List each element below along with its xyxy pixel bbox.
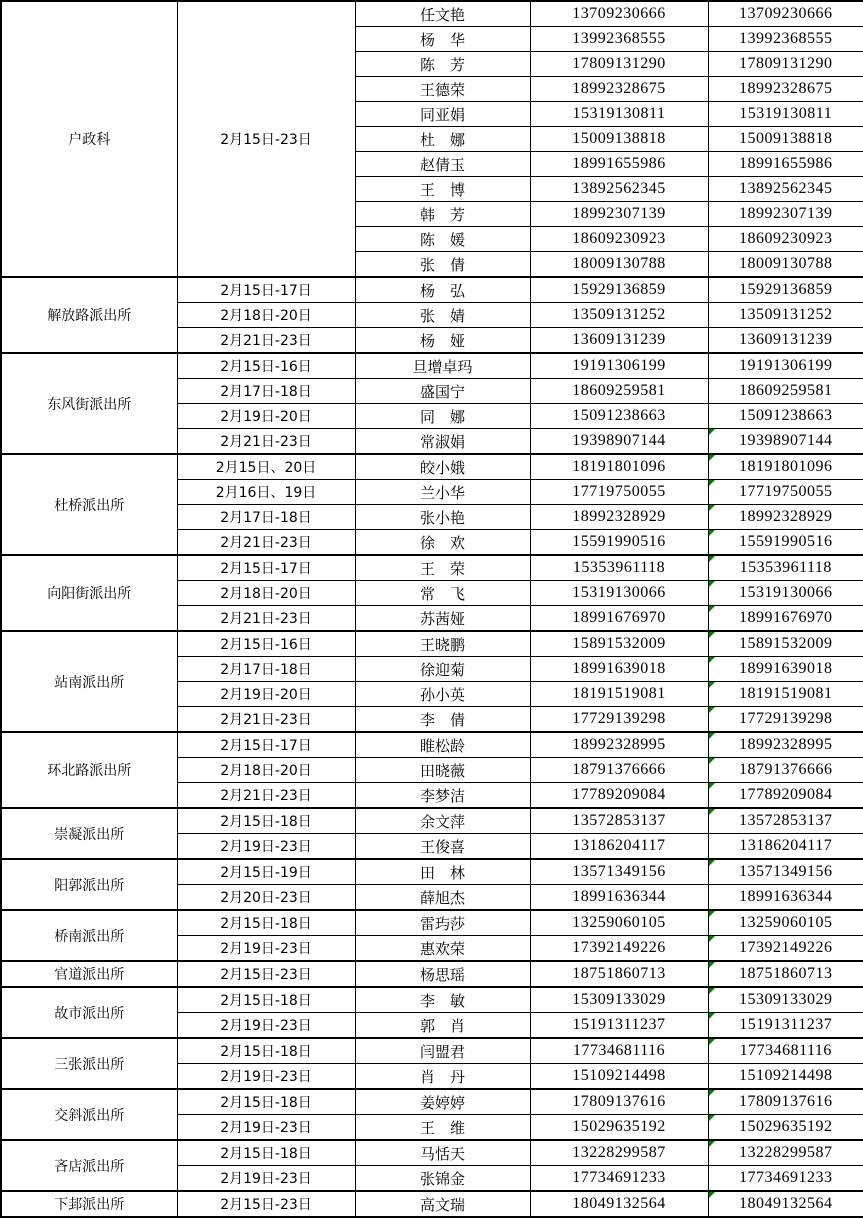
date-cell[interactable]: 2月21日-23日 [177, 530, 355, 556]
name-cell[interactable]: 常 飞 [355, 581, 530, 606]
station-cell[interactable]: 向阳街派出所 [1, 555, 177, 631]
table-row [1, 808, 863, 834]
phone-cell[interactable]: 17809131290 [530, 52, 708, 77]
phone-cell[interactable]: 15319130811 [530, 102, 708, 127]
number-stored-as-text-indicator-icon [709, 1141, 715, 1147]
phone2-cell[interactable]: 18992328995 [708, 732, 863, 758]
phone2-cell[interactable]: 13609131239 [708, 328, 863, 354]
name-cell[interactable]: 雷玙莎 [355, 910, 530, 936]
phone-cell[interactable]: 15309133029 [530, 987, 708, 1013]
number-stored-as-text-indicator-icon [709, 809, 715, 815]
number-stored-as-text-indicator-icon [709, 911, 715, 917]
phone-cell[interactable]: 15891532009 [530, 631, 708, 657]
phone2-cell[interactable]: 17392149226 [708, 936, 863, 962]
date-cell[interactable]: 2月17日-18日 [177, 657, 355, 682]
number-stored-as-text-indicator-icon [709, 1039, 715, 1045]
phone-cell[interactable]: 18191801096 [530, 454, 708, 480]
name-cell[interactable]: 王 博 [355, 177, 530, 202]
date-cell[interactable]: 2月21日-23日 [177, 783, 355, 809]
phone2-cell[interactable]: 15009138818 [708, 127, 863, 152]
phone2-cell[interactable]: 19191306199 [708, 353, 863, 379]
station-cell[interactable]: 官道派出所 [1, 961, 177, 987]
date-cell[interactable]: 2月15日-18日 [177, 1140, 355, 1166]
phone-cell[interactable]: 18991636344 [530, 885, 708, 911]
phone-cell[interactable]: 18992307139 [530, 202, 708, 227]
station-cell[interactable]: 东风街派出所 [1, 353, 177, 454]
phone-cell[interactable]: 18791376666 [530, 758, 708, 783]
name-cell[interactable]: 薛旭杰 [355, 885, 530, 911]
number-stored-as-text-indicator-icon [709, 606, 715, 612]
number-stored-as-text-indicator-icon [709, 758, 715, 764]
phone-cell[interactable]: 15091238663 [530, 404, 708, 429]
date-cell[interactable]: 2月17日-18日 [177, 505, 355, 530]
name-cell[interactable]: 陈 芳 [355, 52, 530, 77]
name-cell[interactable]: 任文艳 [355, 1, 530, 27]
phone2-cell[interactable]: 13992368555 [708, 27, 863, 52]
number-stored-as-text-indicator-icon [709, 707, 715, 713]
phone2-cell[interactable]: 15191311237 [708, 1013, 863, 1039]
date-cell[interactable]: 2月15日-16日 [177, 631, 355, 657]
phone-cell[interactable]: 13228299587 [530, 1140, 708, 1166]
name-cell[interactable]: 苏茜娅 [355, 606, 530, 632]
name-cell[interactable]: 张 婧 [355, 303, 530, 328]
date-cell[interactable]: 2月19日-23日 [177, 834, 355, 860]
name-cell[interactable]: 张 倩 [355, 252, 530, 278]
phone-cell[interactable]: 13572853137 [530, 808, 708, 834]
phone2-cell[interactable]: 13892562345 [708, 177, 863, 202]
date-cell[interactable]: 2月15日-17日 [177, 732, 355, 758]
number-stored-as-text-indicator-icon [709, 530, 715, 536]
phone2-cell[interactable]: 13709230666 [708, 1, 863, 27]
phone2-cell[interactable]: 17809131290 [708, 52, 863, 77]
date-cell[interactable]: 2月21日-23日 [177, 707, 355, 733]
date-cell[interactable]: 2月19日-20日 [177, 404, 355, 429]
date-cell[interactable]: 2月18日-20日 [177, 581, 355, 606]
phone2-cell[interactable]: 17719750055 [708, 480, 863, 505]
date-cell[interactable]: 2月15日-18日 [177, 987, 355, 1013]
phone-cell[interactable]: 15029635192 [530, 1115, 708, 1141]
phone-cell[interactable]: 17734681116 [530, 1038, 708, 1064]
phone2-cell[interactable]: 18791376666 [708, 758, 863, 783]
phone2-cell[interactable]: 13259060105 [708, 910, 863, 936]
phone-cell[interactable]: 17729139298 [530, 707, 708, 733]
station-cell[interactable]: 交斜派出所 [1, 1089, 177, 1140]
phone2-cell[interactable]: 13186204117 [708, 834, 863, 860]
date-cell[interactable]: 2月18日-20日 [177, 303, 355, 328]
phone-cell[interactable]: 15009138818 [530, 127, 708, 152]
date-cell[interactable]: 2月21日-23日 [177, 328, 355, 354]
station-cell[interactable]: 杜桥派出所 [1, 454, 177, 555]
number-stored-as-text-indicator-icon [709, 682, 715, 688]
phone-cell[interactable]: 15929136859 [530, 277, 708, 303]
name-cell[interactable]: 张小艳 [355, 505, 530, 530]
date-cell[interactable]: 2月15日-16日 [177, 353, 355, 379]
phone-cell[interactable]: 18751860713 [530, 961, 708, 987]
phone2-cell[interactable]: 13509131252 [708, 303, 863, 328]
phone2-cell[interactable]: 18991639018 [708, 657, 863, 682]
date-cell[interactable]: 2月21日-23日 [177, 606, 355, 632]
name-cell[interactable]: 马恬天 [355, 1140, 530, 1166]
name-cell[interactable]: 闫盟君 [355, 1038, 530, 1064]
name-cell[interactable]: 陈 媛 [355, 227, 530, 252]
number-stored-as-text-indicator-icon [709, 733, 715, 739]
date-cell[interactable]: 2月15日-18日 [177, 808, 355, 834]
phone2-cell[interactable]: 15309133029 [708, 987, 863, 1013]
date-cell[interactable]: 2月15日-18日 [177, 910, 355, 936]
phone2-cell[interactable]: 17734691233 [708, 1166, 863, 1192]
name-cell[interactable]: 王德荣 [355, 77, 530, 102]
phone2-cell[interactable]: 13228299587 [708, 1140, 863, 1166]
name-cell[interactable]: 皎小娥 [355, 454, 530, 480]
number-stored-as-text-indicator-icon [709, 1192, 715, 1198]
phone-cell[interactable]: 17392149226 [530, 936, 708, 962]
phone2-cell[interactable]: 15109214498 [708, 1064, 863, 1090]
phone2-cell[interactable]: 15891532009 [708, 631, 863, 657]
name-cell[interactable]: 王晓鹏 [355, 631, 530, 657]
phone-cell[interactable]: 15353961118 [530, 555, 708, 581]
name-cell[interactable]: 杨 娅 [355, 328, 530, 354]
station-cell[interactable]: 桥南派出所 [1, 910, 177, 961]
phone-cell[interactable]: 18992328995 [530, 732, 708, 758]
name-cell[interactable]: 李 敏 [355, 987, 530, 1013]
number-stored-as-text-indicator-icon [709, 480, 715, 486]
phone-cell[interactable]: 18049132564 [530, 1191, 708, 1217]
number-stored-as-text-indicator-icon [709, 455, 715, 461]
table-row [1, 732, 863, 758]
phone2-cell[interactable]: 18191801096 [708, 454, 863, 480]
number-stored-as-text-indicator-icon [709, 581, 715, 587]
phone-cell[interactable]: 18009130788 [530, 252, 708, 278]
phone-cell[interactable]: 18991639018 [530, 657, 708, 682]
phone-cell[interactable]: 15319130066 [530, 581, 708, 606]
name-cell[interactable]: 高文瑞 [355, 1191, 530, 1217]
phone2-cell[interactable]: 18992328929 [708, 505, 863, 530]
name-cell[interactable]: 李梦洁 [355, 783, 530, 809]
table-row [1, 1089, 863, 1115]
phone2-cell[interactable]: 18609230923 [708, 227, 863, 252]
station-cell[interactable]: 解放路派出所 [1, 277, 177, 353]
table-row [1, 1, 863, 27]
date-cell[interactable]: 2月15日-19日 [177, 859, 355, 885]
phone-cell[interactable]: 18991676970 [530, 606, 708, 632]
name-cell[interactable]: 田 林 [355, 859, 530, 885]
phone-cell[interactable]: 18609259581 [530, 379, 708, 404]
name-cell[interactable]: 同 娜 [355, 404, 530, 429]
station-cell[interactable]: 户政科 [1, 1, 177, 277]
phone2-cell[interactable]: 15353961118 [708, 555, 863, 581]
date-cell[interactable]: 2月19日-23日 [177, 1013, 355, 1039]
phone-cell[interactable]: 13709230666 [530, 1, 708, 27]
date-cell[interactable]: 2月19日-23日 [177, 1064, 355, 1090]
name-cell[interactable]: 兰小华 [355, 480, 530, 505]
phone2-cell[interactable]: 15319130811 [708, 102, 863, 127]
name-cell[interactable]: 韩 芳 [355, 202, 530, 227]
date-cell[interactable]: 2月18日-20日 [177, 758, 355, 783]
number-stored-as-text-indicator-icon [709, 860, 715, 866]
name-cell[interactable]: 同亚娟 [355, 102, 530, 127]
phone2-cell[interactable]: 15591990516 [708, 530, 863, 556]
date-cell[interactable]: 2月19日-20日 [177, 682, 355, 707]
phone-cell[interactable]: 13259060105 [530, 910, 708, 936]
phone-cell[interactable]: 19398907144 [530, 429, 708, 455]
name-cell[interactable]: 田晓薇 [355, 758, 530, 783]
name-cell[interactable]: 旦增卓玛 [355, 353, 530, 379]
table-row [1, 454, 863, 480]
phone-cell[interactable]: 13609131239 [530, 328, 708, 354]
station-cell[interactable]: 崇凝派出所 [1, 808, 177, 859]
phone2-cell[interactable]: 18992328675 [708, 77, 863, 102]
name-cell[interactable]: 赵倩玉 [355, 152, 530, 177]
phone2-cell[interactable]: 19398907144 [708, 429, 863, 455]
phone-cell[interactable]: 13571349156 [530, 859, 708, 885]
number-stored-as-text-indicator-icon [709, 936, 715, 942]
phone-cell[interactable]: 13892562345 [530, 177, 708, 202]
table-row [1, 353, 863, 379]
phone-cell[interactable]: 17734691233 [530, 1166, 708, 1192]
table-row [1, 910, 863, 936]
date-cell[interactable]: 2月19日-23日 [177, 936, 355, 962]
phone-cell[interactable]: 17789209084 [530, 783, 708, 809]
phone2-cell[interactable]: 18191519081 [708, 682, 863, 707]
phone-cell[interactable]: 18991655986 [530, 152, 708, 177]
duty-roster-body [1, 1, 863, 1217]
date-cell[interactable]: 2月15日-18日 [177, 1089, 355, 1115]
name-cell[interactable]: 盛国宁 [355, 379, 530, 404]
table-row [1, 1191, 863, 1217]
date-cell[interactable]: 2月17日-18日 [177, 379, 355, 404]
phone2-cell[interactable]: 17809137616 [708, 1089, 863, 1115]
table-row [1, 631, 863, 657]
table-row [1, 555, 863, 581]
number-stored-as-text-indicator-icon [709, 632, 715, 638]
name-cell[interactable]: 睢松龄 [355, 732, 530, 758]
phone-cell[interactable]: 13509131252 [530, 303, 708, 328]
phone2-cell[interactable]: 18992307139 [708, 202, 863, 227]
number-stored-as-text-indicator-icon [709, 1090, 715, 1096]
phone2-cell[interactable]: 18991655986 [708, 152, 863, 177]
date-cell[interactable]: 2月15日-17日 [177, 277, 355, 303]
name-cell[interactable]: 王 维 [355, 1115, 530, 1141]
station-cell[interactable]: 环北路派出所 [1, 732, 177, 808]
name-cell[interactable]: 王 荣 [355, 555, 530, 581]
station-cell[interactable]: 阳郭派出所 [1, 859, 177, 910]
date-cell[interactable]: 2月15日、20日 [177, 454, 355, 480]
station-cell[interactable]: 吝店派出所 [1, 1140, 177, 1191]
name-cell[interactable]: 杨 华 [355, 27, 530, 52]
number-stored-as-text-indicator-icon [709, 505, 715, 511]
number-stored-as-text-indicator-icon [709, 1115, 715, 1121]
phone2-cell[interactable]: 18009130788 [708, 252, 863, 278]
name-cell[interactable]: 余文萍 [355, 808, 530, 834]
phone2-cell[interactable]: 15929136859 [708, 277, 863, 303]
number-stored-as-text-indicator-icon [709, 657, 715, 663]
phone-cell[interactable]: 17719750055 [530, 480, 708, 505]
phone-cell[interactable]: 13186204117 [530, 834, 708, 860]
phone2-cell[interactable]: 13572853137 [708, 808, 863, 834]
phone-cell[interactable]: 15109214498 [530, 1064, 708, 1090]
phone2-cell[interactable]: 18049132564 [708, 1191, 863, 1217]
name-cell[interactable]: 孙小英 [355, 682, 530, 707]
name-cell[interactable]: 徐 欢 [355, 530, 530, 556]
name-cell[interactable]: 惠欢荣 [355, 936, 530, 962]
date-cell[interactable]: 2月15日-23日 [177, 1, 355, 277]
date-cell[interactable]: 2月20日-23日 [177, 885, 355, 911]
phone-cell[interactable]: 18191519081 [530, 682, 708, 707]
date-cell[interactable]: 2月15日-23日 [177, 1191, 355, 1217]
phone2-cell[interactable]: 18751860713 [708, 961, 863, 987]
phone2-cell[interactable]: 15091238663 [708, 404, 863, 429]
phone-cell[interactable]: 15191311237 [530, 1013, 708, 1039]
table-row [1, 277, 863, 303]
date-cell[interactable]: 2月15日-17日 [177, 555, 355, 581]
table-row [1, 987, 863, 1013]
date-cell[interactable]: 2月19日-23日 [177, 1115, 355, 1141]
date-cell[interactable]: 2月16日、19日 [177, 480, 355, 505]
number-stored-as-text-indicator-icon [709, 962, 715, 968]
table-row [1, 859, 863, 885]
name-cell[interactable]: 肖 丹 [355, 1064, 530, 1090]
number-stored-as-text-indicator-icon [709, 556, 715, 562]
number-stored-as-text-indicator-icon [709, 988, 715, 994]
name-cell[interactable]: 杨 弘 [355, 277, 530, 303]
name-cell[interactable]: 李 倩 [355, 707, 530, 733]
station-cell[interactable]: 三张派出所 [1, 1038, 177, 1089]
date-cell[interactable]: 2月15日-18日 [177, 1038, 355, 1064]
phone2-cell[interactable]: 17729139298 [708, 707, 863, 733]
number-stored-as-text-indicator-icon [709, 429, 715, 435]
phone-cell[interactable]: 18992328929 [530, 505, 708, 530]
phone2-cell[interactable]: 17789209084 [708, 783, 863, 809]
name-cell[interactable]: 张锦金 [355, 1166, 530, 1192]
phone-cell[interactable]: 13992368555 [530, 27, 708, 52]
table-row [1, 961, 863, 987]
date-cell[interactable]: 2月15日-23日 [177, 961, 355, 987]
phone-cell[interactable]: 19191306199 [530, 353, 708, 379]
table-row [1, 1038, 863, 1064]
phone2-cell[interactable]: 15029635192 [708, 1115, 863, 1141]
station-cell[interactable]: 下邽派出所 [1, 1191, 177, 1217]
phone2-cell[interactable]: 17734681116 [708, 1038, 863, 1064]
phone2-cell[interactable]: 15319130066 [708, 581, 863, 606]
phone2-cell[interactable]: 18991676970 [708, 606, 863, 632]
name-cell[interactable]: 郭 肖 [355, 1013, 530, 1039]
station-cell[interactable]: 站南派出所 [1, 631, 177, 732]
number-stored-as-text-indicator-icon [709, 1013, 715, 1019]
phone-cell[interactable]: 15591990516 [530, 530, 708, 556]
name-cell[interactable]: 杨思瑶 [355, 961, 530, 987]
phone2-cell[interactable]: 18991636344 [708, 885, 863, 911]
name-cell[interactable]: 王俊喜 [355, 834, 530, 860]
number-stored-as-text-indicator-icon [709, 783, 715, 789]
phone2-cell[interactable]: 18609259581 [708, 379, 863, 404]
station-cell[interactable]: 故市派出所 [1, 987, 177, 1038]
date-cell[interactable]: 2月21日-23日 [177, 429, 355, 455]
name-cell[interactable]: 常淑娟 [355, 429, 530, 455]
phone-cell[interactable]: 18609230923 [530, 227, 708, 252]
phone-cell[interactable]: 18992328675 [530, 77, 708, 102]
phone-cell[interactable]: 17809137616 [530, 1089, 708, 1115]
date-cell[interactable]: 2月19日-23日 [177, 1166, 355, 1192]
phone2-cell[interactable]: 13571349156 [708, 859, 863, 885]
name-cell[interactable]: 徐迎菊 [355, 657, 530, 682]
name-cell[interactable]: 杜 娜 [355, 127, 530, 152]
name-cell[interactable]: 姜婷婷 [355, 1089, 530, 1115]
